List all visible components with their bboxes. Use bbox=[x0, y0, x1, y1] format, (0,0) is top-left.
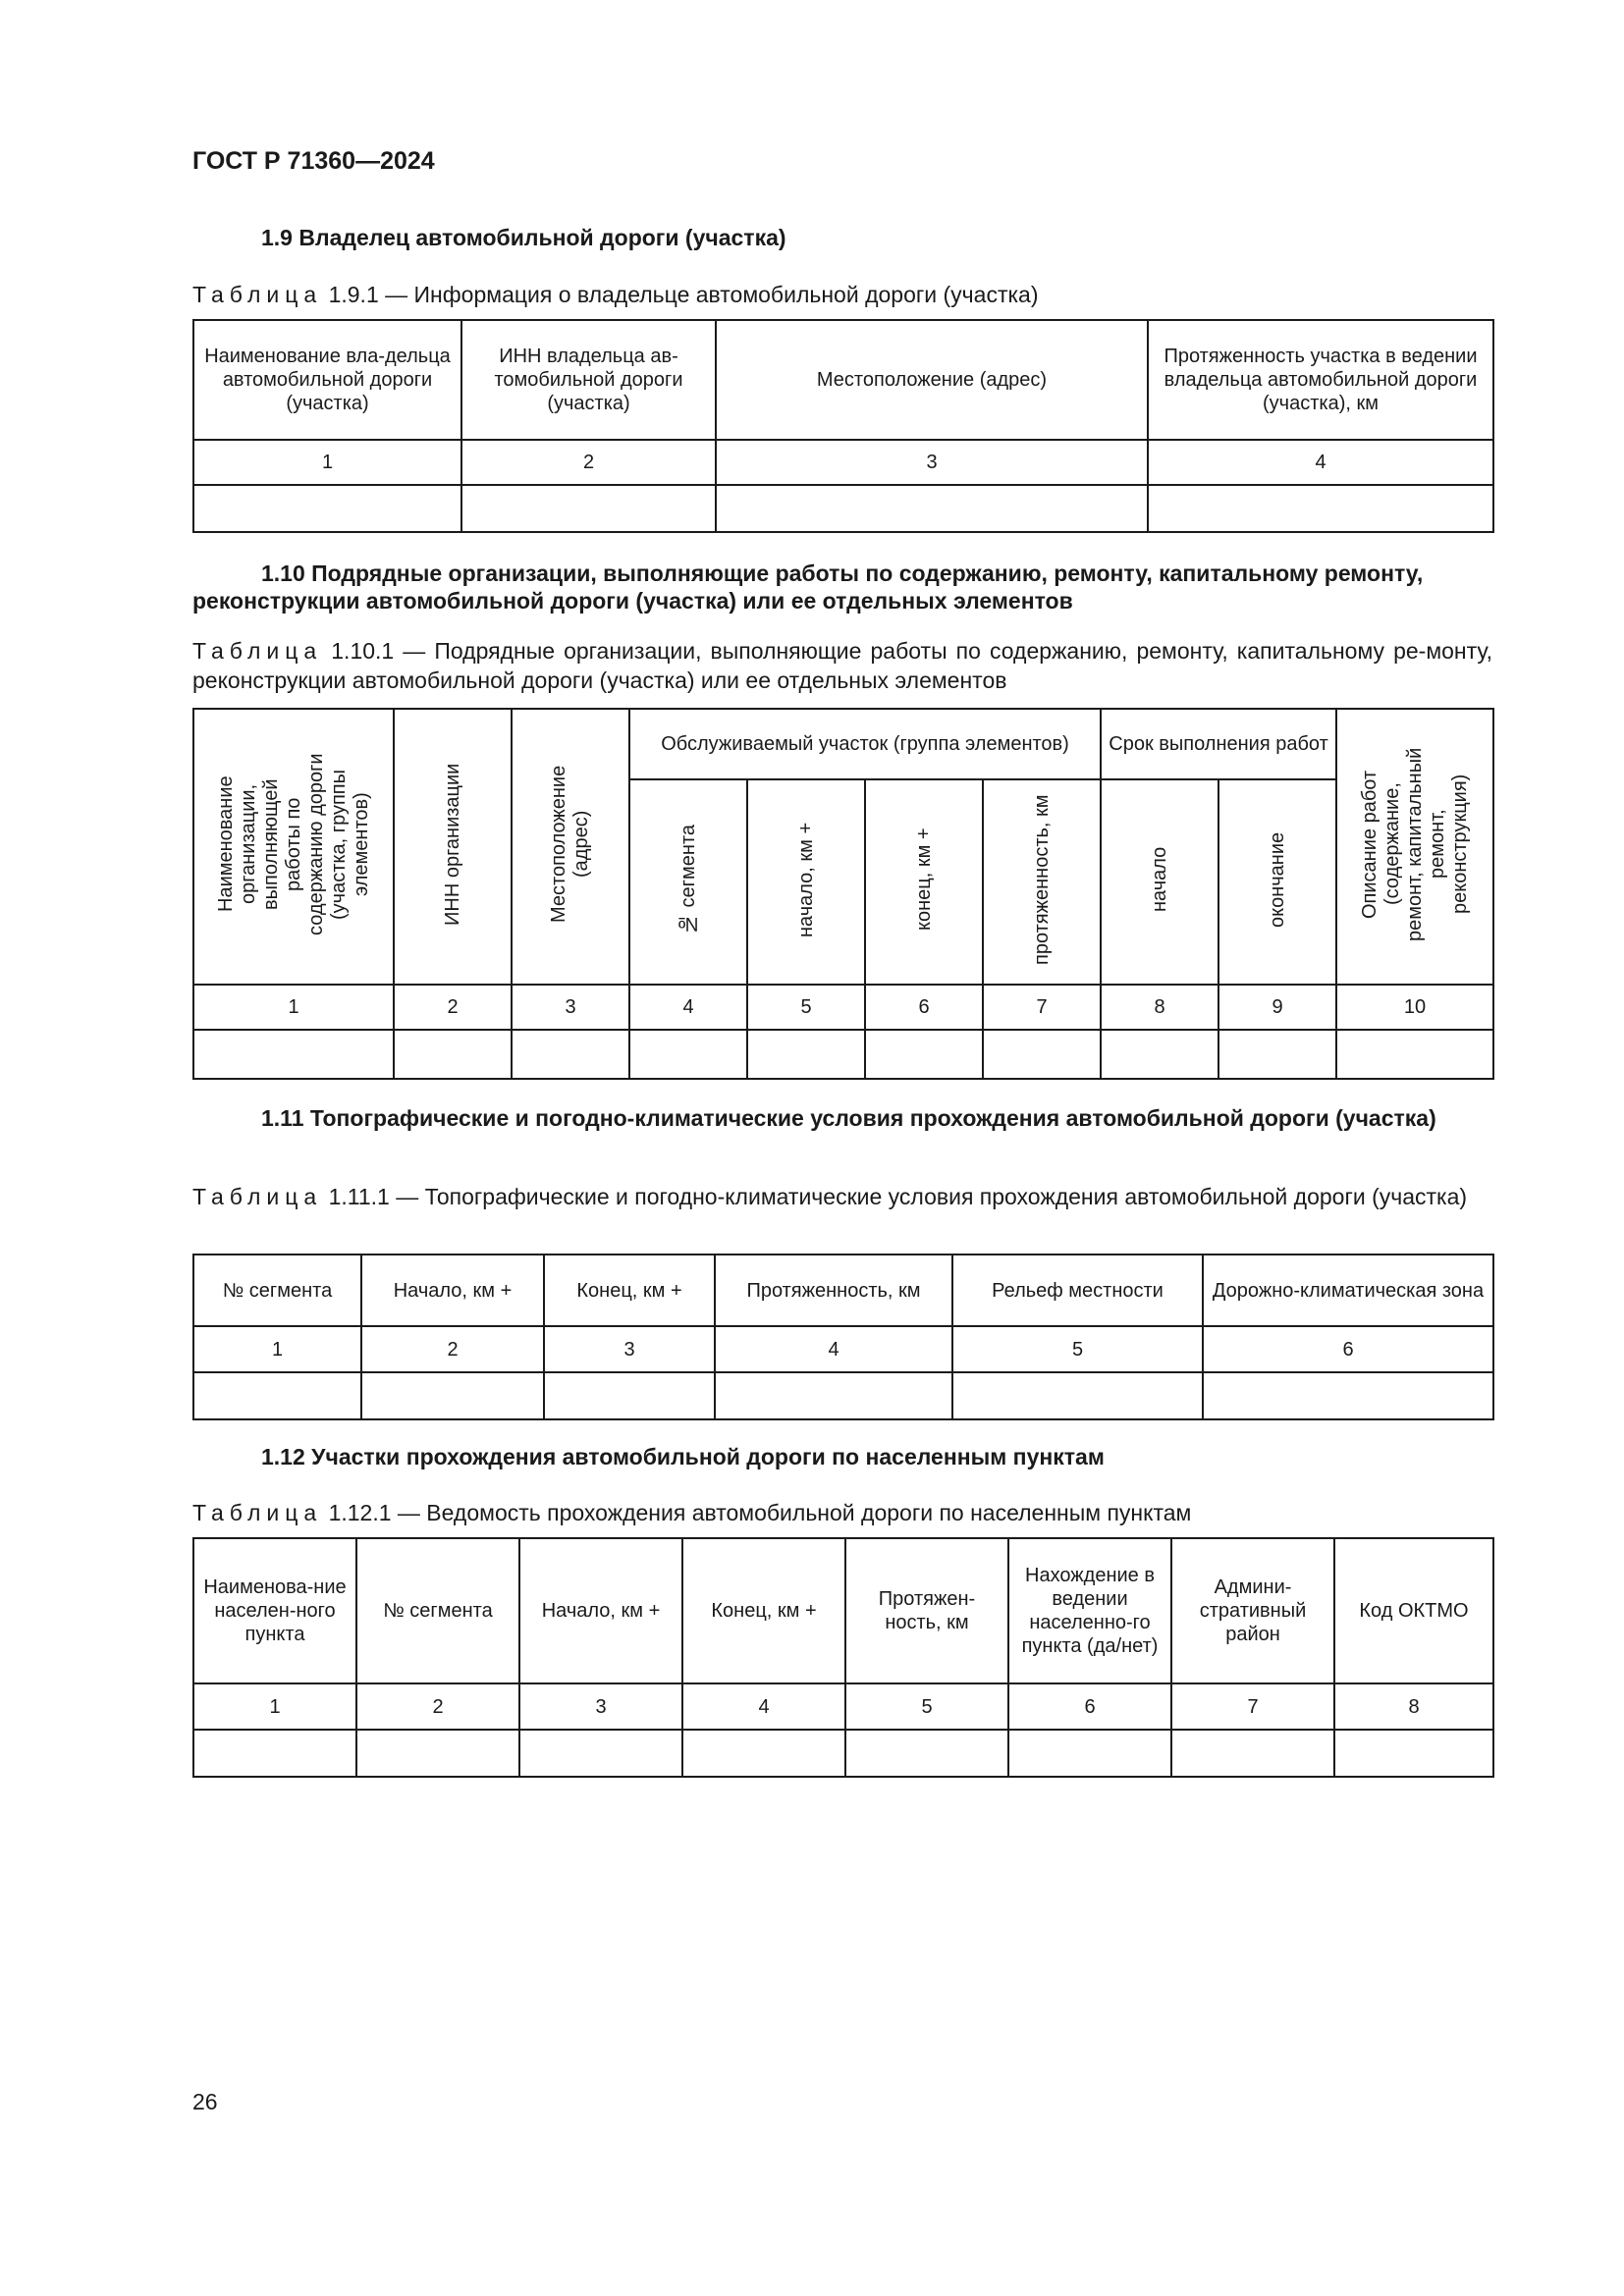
column-number: 5 bbox=[747, 985, 865, 1030]
header-cell: ИНН владельца ав-томобильной дороги (участка) bbox=[461, 320, 716, 440]
section-1-11-title: 1.11 Топографические и погодно-климатические условия прохождения автомобильной дороги (участка) bbox=[261, 1105, 1436, 1131]
section-1-12-title: 1.12 Участки прохождения автомобильной дороги по населенным пунктам bbox=[261, 1444, 1105, 1469]
column-number-row bbox=[193, 1683, 1493, 1730]
header-segment-number: № сегмента bbox=[629, 779, 747, 985]
column-number: 8 bbox=[1101, 985, 1218, 1030]
header-begin: начало bbox=[1101, 779, 1218, 985]
column-number: 5 bbox=[952, 1326, 1203, 1372]
empty-cell bbox=[845, 1730, 1008, 1777]
column-number: 2 bbox=[356, 1683, 519, 1730]
column-number: 2 bbox=[361, 1326, 544, 1372]
table-1-9-1 bbox=[192, 319, 1494, 533]
table-row bbox=[193, 1372, 1493, 1419]
header-cell: Наименование вла-дельца автомобильной дороги (участка) bbox=[193, 320, 461, 440]
empty-cell bbox=[716, 485, 1148, 532]
table-1-11-1-caption: Таблица 1.11.1 — Топографические и погодно-климатические условия прохождения автомобильной дороги (участка) bbox=[192, 1184, 1468, 1209]
empty-cell bbox=[394, 1030, 512, 1079]
column-number: 4 bbox=[682, 1683, 845, 1730]
column-number: 3 bbox=[544, 1326, 715, 1372]
column-number: 7 bbox=[983, 985, 1101, 1030]
header-cell: Дорожно-климатическая зона bbox=[1203, 1255, 1493, 1326]
empty-cell bbox=[1148, 485, 1493, 532]
column-number: 9 bbox=[1218, 985, 1336, 1030]
header-start-km: начало, км + bbox=[747, 779, 865, 985]
section-1-9-title: 1.9 Владелец автомобильной дороги (участка) bbox=[261, 225, 786, 250]
empty-cell bbox=[361, 1372, 544, 1419]
header-cell: Протяженность, км bbox=[715, 1255, 952, 1326]
empty-cell bbox=[356, 1730, 519, 1777]
column-number: 1 bbox=[193, 1683, 356, 1730]
empty-cell bbox=[1101, 1030, 1218, 1079]
column-number: 5 bbox=[845, 1683, 1008, 1730]
section-1-10-title: 1.10 Подрядные организации, выполняющие работы по содержанию, ремонту, капитальному ремонту, реконструкции автомобильной дороги (участка) или ее отдельных элементов bbox=[192, 561, 1424, 614]
header-cell: Протяженность участка в ведении владельца автомобильной дороги (участка), км bbox=[1148, 320, 1493, 440]
column-number-row bbox=[193, 985, 1493, 1030]
table-1-10-1 bbox=[192, 708, 1494, 1080]
header-inn: ИНН организации bbox=[394, 709, 512, 985]
column-number: 8 bbox=[1334, 1683, 1493, 1730]
header-cell: Начало, км + bbox=[519, 1538, 682, 1683]
column-number: 1 bbox=[193, 1326, 361, 1372]
empty-cell bbox=[193, 1372, 361, 1419]
table-1-10-1-caption: Таблица 1.10.1 — Подрядные организации, выполняющие работы по содержанию, ремонту, капитальному ре-монту, реконструкции автомобильной дороги (участка) или ее отдельных элементов bbox=[192, 638, 1493, 693]
header-work-description: Описание работ (содержание, ремонт, капитальный ремонт, реконструкция) bbox=[1336, 709, 1493, 985]
table-row bbox=[193, 1030, 1493, 1079]
header-cell: Конец, км + bbox=[544, 1255, 715, 1326]
header-finish: окончание bbox=[1218, 779, 1336, 985]
empty-cell bbox=[1218, 1030, 1336, 1079]
header-cell: Админи-стративный район bbox=[1171, 1538, 1334, 1683]
page-number: 26 bbox=[192, 2089, 218, 2114]
table-row bbox=[193, 1730, 1493, 1777]
header-location: Местоположение (адрес) bbox=[512, 709, 629, 985]
empty-cell bbox=[1008, 1730, 1171, 1777]
header-cell: Наименова-ние населен-ного пункта bbox=[193, 1538, 356, 1683]
column-number: 6 bbox=[1008, 1683, 1171, 1730]
column-number: 3 bbox=[512, 985, 629, 1030]
header-organization: Наименование организации, выполняющей работы по содержанию дороги (участка, группы элементов) bbox=[193, 709, 394, 985]
column-number: 1 bbox=[193, 985, 394, 1030]
column-number: 2 bbox=[394, 985, 512, 1030]
header-cell: Конец, км + bbox=[682, 1538, 845, 1683]
column-number: 7 bbox=[1171, 1683, 1334, 1730]
header-cell: Рельеф местности bbox=[952, 1255, 1203, 1326]
header-cell: Местоположение (адрес) bbox=[716, 320, 1148, 440]
empty-cell bbox=[512, 1030, 629, 1079]
header-cell: Протяжен-ность, км bbox=[845, 1538, 1008, 1683]
column-number-row bbox=[193, 440, 1493, 485]
empty-cell bbox=[747, 1030, 865, 1079]
column-number: 4 bbox=[715, 1326, 952, 1372]
empty-cell bbox=[193, 1030, 394, 1079]
empty-cell bbox=[1203, 1372, 1493, 1419]
header-cell: Начало, км + bbox=[361, 1255, 544, 1326]
table-1-12-1-caption: Таблица 1.12.1 — Ведомость прохождения автомобильной дороги по населенным пунктам bbox=[192, 1500, 1192, 1525]
empty-cell bbox=[865, 1030, 983, 1079]
column-number: 2 bbox=[461, 440, 716, 485]
table-1-9-1-caption: Таблица 1.9.1 — Информация о владельце автомобильной дороги (участка) bbox=[192, 282, 1039, 307]
empty-cell bbox=[193, 1730, 356, 1777]
table-1-11-1 bbox=[192, 1254, 1494, 1420]
column-number: 4 bbox=[629, 985, 747, 1030]
empty-cell bbox=[983, 1030, 1101, 1079]
column-number: 6 bbox=[1203, 1326, 1493, 1372]
header-work-term: Срок выполнения работ bbox=[1101, 709, 1336, 779]
column-number: 3 bbox=[716, 440, 1148, 485]
empty-cell bbox=[519, 1730, 682, 1777]
column-number: 6 bbox=[865, 985, 983, 1030]
header-cell: № сегмента bbox=[356, 1538, 519, 1683]
header-serviced-section: Обслуживаемый участок (группа элементов) bbox=[629, 709, 1101, 779]
empty-cell bbox=[461, 485, 716, 532]
header-end-km: конец, км + bbox=[865, 779, 983, 985]
column-number: 4 bbox=[1148, 440, 1493, 485]
table-row bbox=[193, 485, 1493, 532]
empty-cell bbox=[629, 1030, 747, 1079]
empty-cell bbox=[544, 1372, 715, 1419]
column-number: 1 bbox=[193, 440, 461, 485]
empty-cell bbox=[715, 1372, 952, 1419]
header-cell: № сегмента bbox=[193, 1255, 361, 1326]
column-number: 10 bbox=[1336, 985, 1493, 1030]
empty-cell bbox=[193, 485, 461, 532]
table-1-12-1 bbox=[192, 1537, 1494, 1778]
column-number-row bbox=[193, 1326, 1493, 1372]
empty-cell bbox=[952, 1372, 1203, 1419]
column-number: 3 bbox=[519, 1683, 682, 1730]
empty-cell bbox=[682, 1730, 845, 1777]
header-cell: Нахождение в ведении населенно-го пункта (да/нет) bbox=[1008, 1538, 1171, 1683]
header-cell: Код ОКТМО bbox=[1334, 1538, 1493, 1683]
document-code: ГОСТ Р 71360—2024 bbox=[192, 147, 435, 175]
empty-cell bbox=[1171, 1730, 1334, 1777]
empty-cell bbox=[1334, 1730, 1493, 1777]
header-length-km: протяженность, км bbox=[983, 779, 1101, 985]
empty-cell bbox=[1336, 1030, 1493, 1079]
